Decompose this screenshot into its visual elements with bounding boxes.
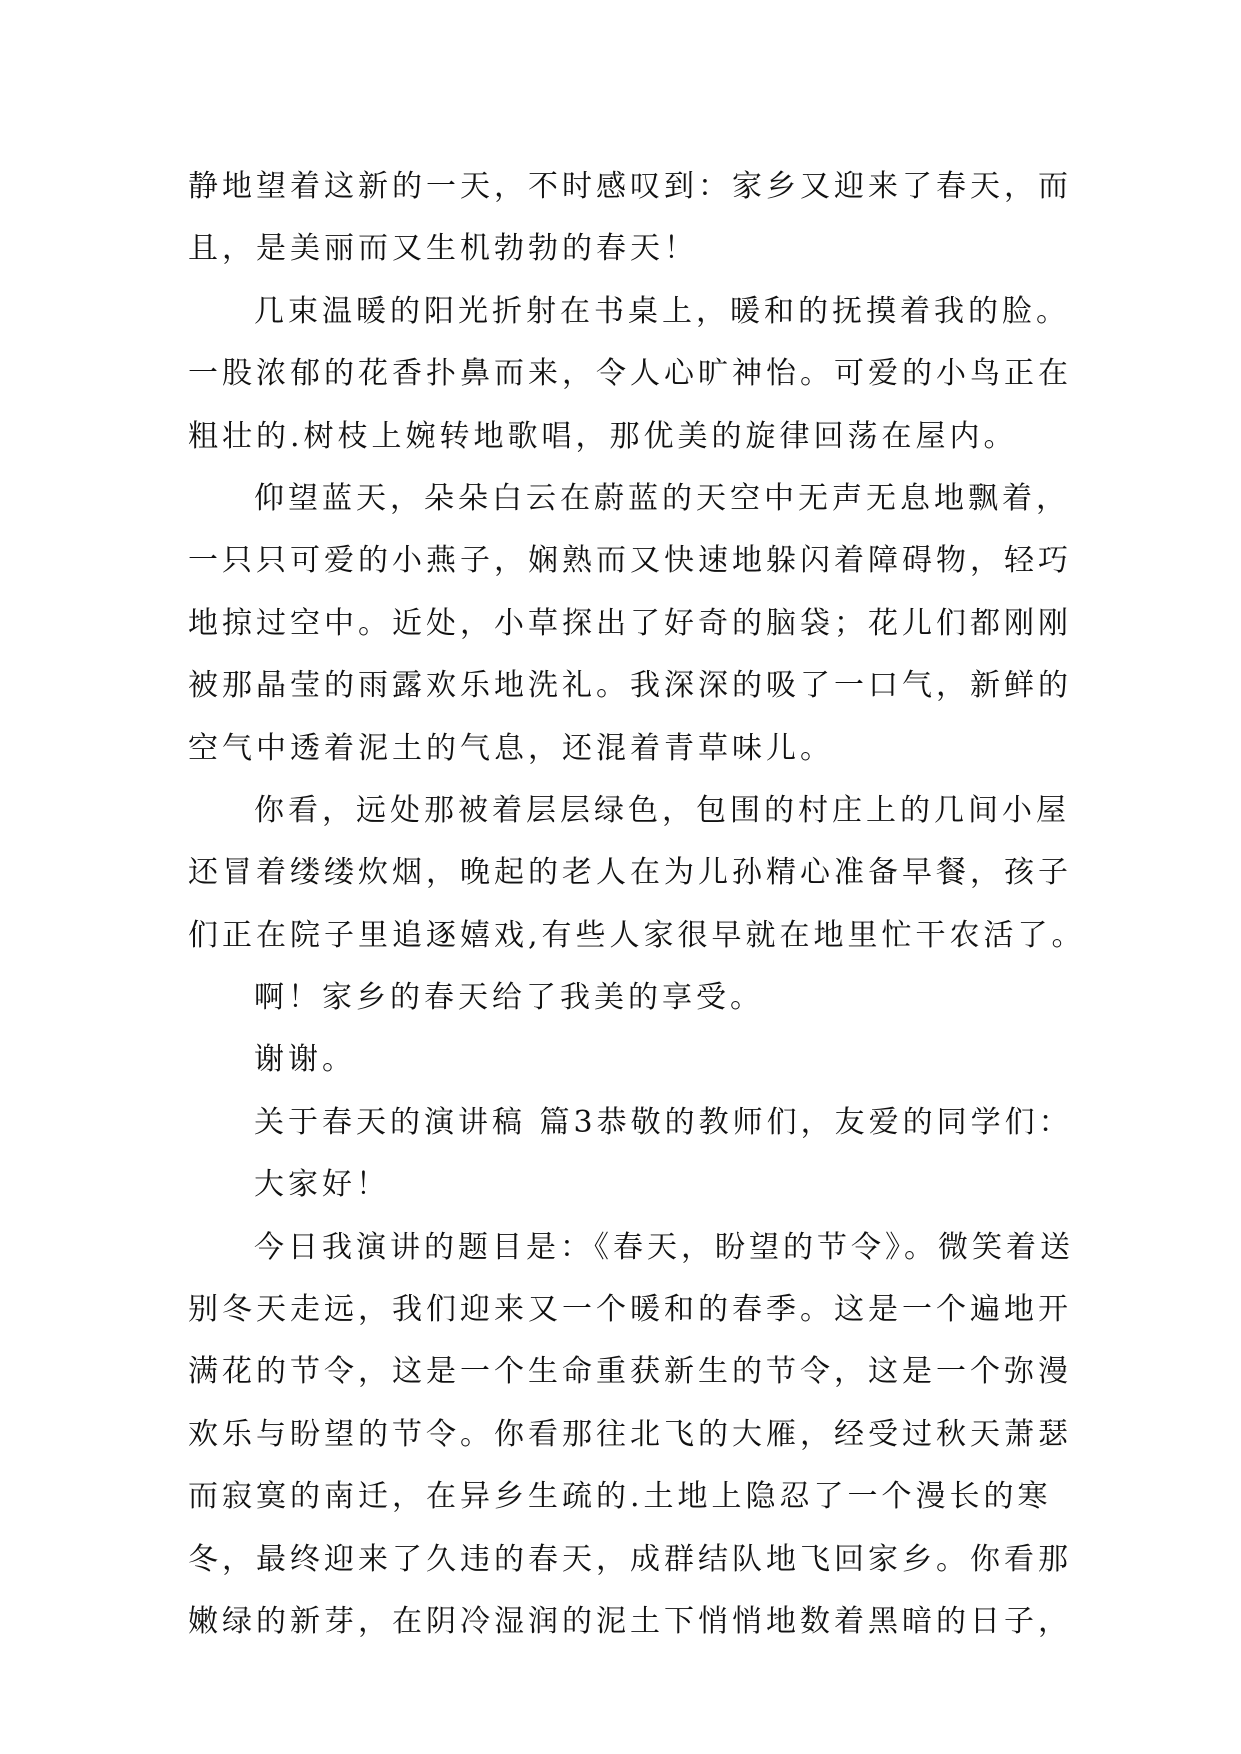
paragraph-start-line: 谢谢。 [254,1042,356,1078]
text-line: 粗壮的.树枝上婉转地歌唱，那优美的旋律回荡在屋内。 [188,418,1018,454]
document-body [188,156,1086,1653]
text-line: 还冒着缕缕炊烟，晚起的老人在为儿孙精心准备早餐，孩子 [188,855,1072,891]
text-line: 一只只可爱的小燕子，娴熟而又快速地躲闪着障碍物，轻巧 [188,543,1072,579]
text-line: 地掠过空中。近处，小草探出了好奇的脑袋；花儿们都刚刚 [188,605,1072,641]
text-line: 且，是美丽而又生机勃勃的春天！ [188,231,698,267]
text-line: 冬，最终迎来了久违的春天，成群结队地飞回家乡。你看那 [188,1541,1072,1577]
text-line: 满花的节令，这是一个生命重获新生的节令，这是一个弥漫 [188,1354,1072,1390]
text-line: 一股浓郁的花香扑鼻而来，令人心旷神怡。可爱的小鸟正在 [188,356,1072,392]
paragraph-start-line: 你看，远处那被着层层绿色，包围的村庄上的几间小屋 [254,792,1070,828]
paragraph-start-line: 仰望蓝天，朵朵白云在蔚蓝的天空中无声无息地飘着， [254,480,1070,516]
text-line: 静地望着这新的一天，不时感叹到：家乡又迎来了春天，而 [188,169,1072,204]
text-line: 别冬天走远，我们迎来又一个暖和的春季。这是一个遍地开 [188,1292,1072,1328]
paragraph-start-line: 今日我演讲的题目是：《春天，盼望的节令》。微笑着送 [254,1229,1074,1265]
text-line: 被那晶莹的雨露欢乐地洗礼。我深深的吸了一口气，新鲜的 [188,668,1072,704]
text-line: 嫩绿的新芽，在阴冷湿润的泥土下悄悄地数着黑暗的日子， [188,1603,1072,1639]
text-line: 而寂寞的南迁，在异乡生疏的.土地上隐忍了一个漫长的寒 [188,1479,1052,1515]
text-line: 们正在院子里追逐嬉戏,有些人家很早就在地里忙干农活了。 [188,917,1086,953]
text-line: 欢乐与盼望的节令。你看那往北飞的大雁，经受过秋天萧瑟 [188,1416,1072,1452]
paragraph-start-line: 几束温暖的阳光折射在书桌上，暖和的抚摸着我的脸。 [254,293,1070,329]
section-heading-line: 关于春天的演讲稿 篇3恭敬的教师们，友爱的同学们： [254,1104,1073,1140]
paragraph-start-line: 啊！家乡的春天给了我美的享受。 [254,980,764,1016]
text-line: 空气中透着泥土的气息，还混着青草味儿。 [188,730,834,766]
greeting-line: 大家好！ [254,1167,390,1203]
